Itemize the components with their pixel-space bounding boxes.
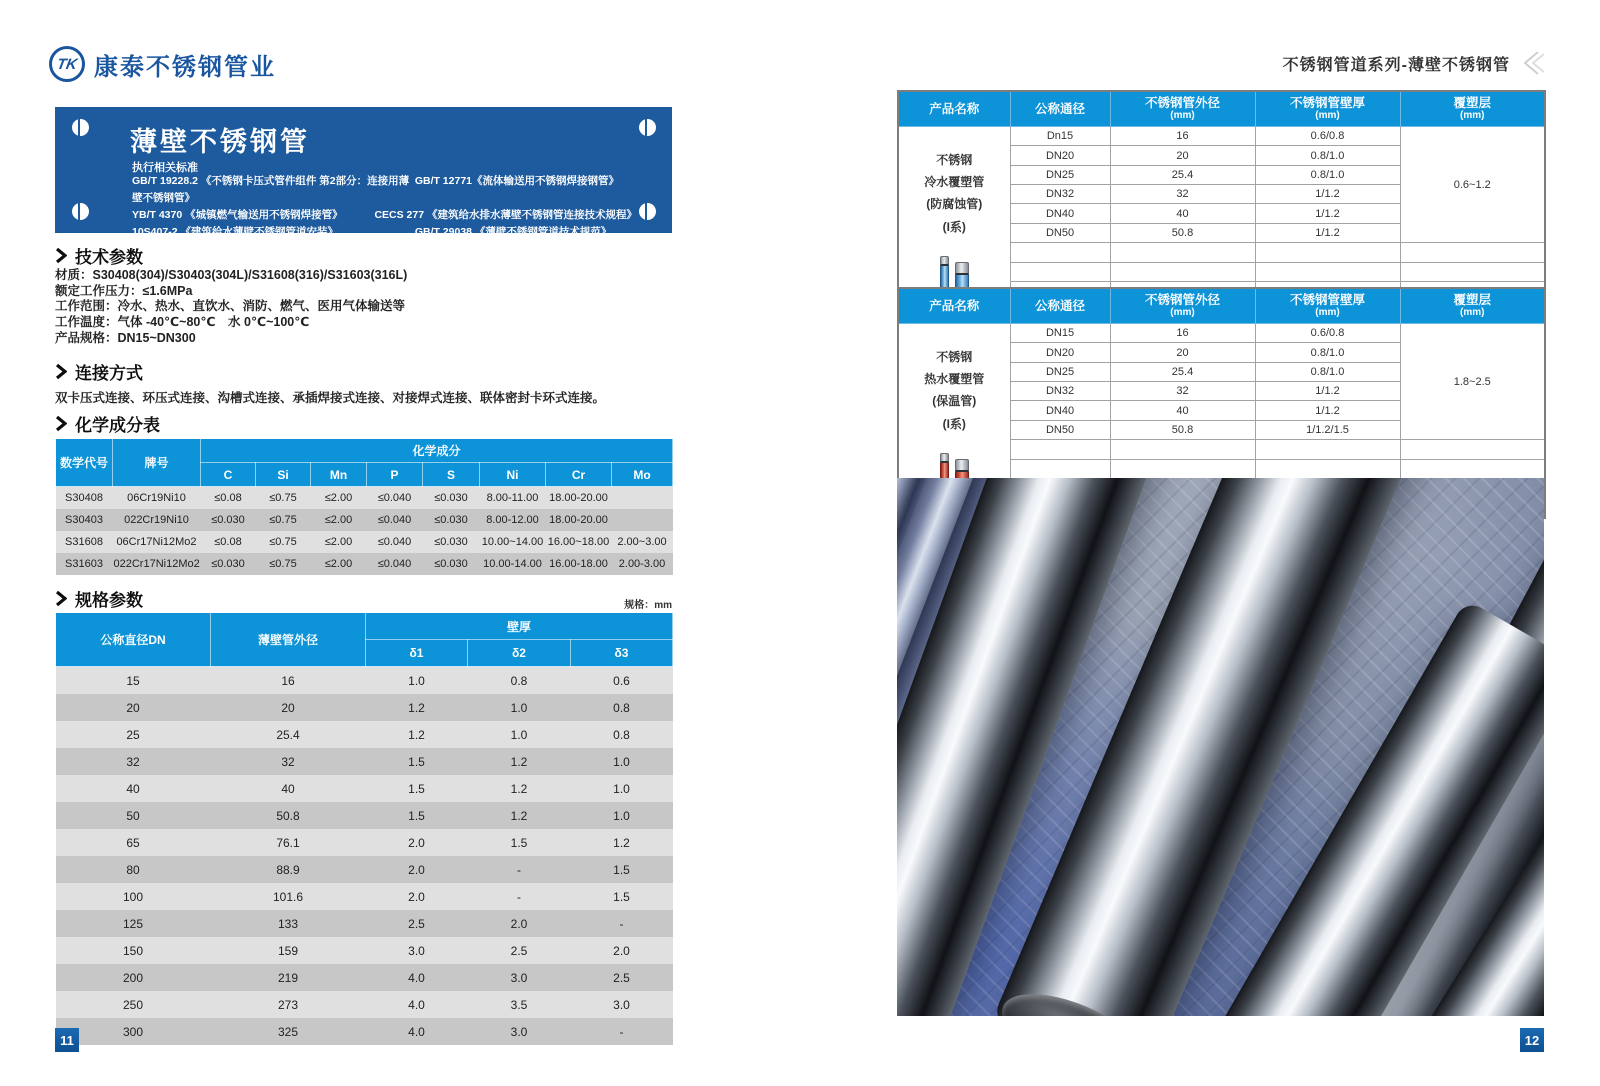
series-title: 不锈钢管道系列-薄壁不锈钢管 [1282, 56, 1510, 74]
chem-cell: S31603 [56, 553, 113, 575]
spec-cell: 125 [56, 910, 211, 937]
chem-cell: 18.00-20.00 [546, 487, 612, 510]
spec-cell: 1.5 [571, 856, 673, 883]
tech-line: 材质：S30408(304)/S30403(304L)/S31608(316)/S31603(316L) [55, 268, 408, 282]
chem-header-element: P [367, 463, 423, 487]
empty-cell [1110, 440, 1255, 459]
chem-cell: ≤0.75 [256, 553, 311, 575]
standard-item: GB/T 12771《流体输送用不锈钢焊接钢管》 [414, 175, 620, 187]
pipe-cap [955, 459, 969, 472]
spec-table-row [56, 667, 673, 695]
product-header-cell: 公称通径 [1010, 91, 1110, 127]
product-cell: DN32 [1010, 382, 1110, 401]
tech-line: 额定工作压力：≤1.6MPa [55, 283, 193, 298]
product-header-unit: (mm) [1315, 110, 1340, 122]
spec-cell: 32 [211, 748, 366, 775]
spec-table-row [56, 694, 673, 721]
spec-cell: 20 [211, 694, 366, 721]
chem-cell: ≤0.030 [423, 509, 480, 531]
spec-cell: 1.5 [571, 883, 673, 910]
product-cell: DN50 [1010, 223, 1110, 242]
product-cell: 1/1.2 [1255, 382, 1400, 401]
product-name-line: 不锈钢 [936, 350, 973, 364]
product-cell: Dn15 [1010, 127, 1110, 146]
empty-cell [1010, 459, 1110, 478]
spec-heading-row [55, 586, 672, 611]
empty-cell [1255, 459, 1400, 478]
spec-cell: 2.5 [468, 937, 571, 964]
tech-line: 工作范围：冷水、热水、直饮水、消防、燃气、医用气体输送等 [55, 299, 406, 314]
product-cell: 25.4 [1110, 362, 1255, 381]
company-name: 康泰不锈钢管业 [94, 53, 276, 81]
chem-cell: 8.00-12.00 [480, 509, 546, 531]
product-cell: 0.8/1.0 [1255, 165, 1400, 184]
spec-table-row [56, 964, 673, 991]
spec-cell: 1.0 [571, 775, 673, 802]
spec-cell: 1.5 [366, 802, 468, 829]
spec-cell: 40 [211, 775, 366, 802]
chem-cell: 10.00~14.00 [480, 531, 546, 553]
chemical-table-row [56, 531, 673, 553]
product-header-cell: 不锈钢管外径 (mm) [1110, 288, 1255, 324]
spec-cell: 1.5 [468, 829, 571, 856]
spec-unit-note: 规格：mm [624, 600, 672, 611]
chem-cell: ≤0.040 [367, 531, 423, 553]
spec-header-wall-group: 壁厚 [366, 613, 673, 640]
product-cell: 1/1.2 [1255, 223, 1400, 242]
chemical-table-row [56, 509, 673, 531]
spec-cell: 32 [56, 748, 211, 775]
chem-header-code: 数学代号 [56, 439, 113, 487]
product-cell: 1/1.2 [1255, 204, 1400, 223]
spec-cell: 273 [211, 991, 366, 1018]
spec-header-delta: δ2 [468, 640, 571, 667]
spec-cell: 250 [56, 991, 211, 1018]
chem-cell: S30408 [56, 487, 113, 510]
double-chevron-icon [1518, 50, 1544, 76]
spec-cell: 1.2 [468, 748, 571, 775]
chem-cell: ≤0.030 [423, 487, 480, 510]
product-cell: 32 [1110, 382, 1255, 401]
product-cell: 20 [1110, 343, 1255, 362]
spec-cell: 0.8 [571, 694, 673, 721]
spec-cell: 1.2 [366, 694, 468, 721]
product-header-row [898, 288, 1545, 324]
spec-cell: 101.6 [211, 883, 366, 910]
section-heading-connection [55, 359, 143, 384]
spec-cell: 1.0 [571, 748, 673, 775]
split-circle-icon [639, 203, 656, 220]
product-cell: 16 [1110, 324, 1255, 343]
chemical-table-body [56, 487, 673, 576]
spec-table-row [56, 775, 673, 802]
product-cell: 0.6/0.8 [1255, 324, 1400, 343]
tech-line: 产品规格：DN15~DN300 [55, 330, 196, 345]
split-circle-icon [639, 119, 656, 136]
chem-cell: 022Cr19Ni10 [113, 509, 201, 531]
standard-item: GB/T 19228.2 《不锈钢卡压式管件组件 第2部分：连接用薄壁不锈钢管》 [132, 175, 410, 204]
product-cell: 1/1.2 [1255, 185, 1400, 204]
split-circle-icon [72, 119, 89, 136]
chem-cell: ≤0.030 [201, 509, 256, 531]
left-page [55, 0, 672, 1086]
empty-cell [1255, 262, 1400, 281]
chem-header-element: Si [256, 463, 311, 487]
product-cell: DN50 [1010, 420, 1110, 439]
chem-cell: S31608 [56, 531, 113, 553]
spec-cell: 40 [56, 775, 211, 802]
product-cell: DN32 [1010, 185, 1110, 204]
chem-cell [612, 487, 673, 510]
spec-cell: 150 [56, 937, 211, 964]
standard-item: CECS 277 《建筑给水排水薄壁不锈钢管连接技术规程》 [374, 209, 637, 221]
product-cell: 0.6/0.8 [1255, 127, 1400, 146]
empty-cell [1255, 440, 1400, 459]
product-name-line: (防腐蚀管) [926, 197, 983, 212]
spec-cell: 2.0 [366, 829, 468, 856]
tech-parameters [55, 268, 407, 347]
product-header-cell: 不锈钢管壁厚 (mm) [1255, 288, 1400, 324]
section-chevron-icon [55, 363, 67, 380]
product-cell: 50.8 [1110, 223, 1255, 242]
spec-cell: 133 [211, 910, 366, 937]
spec-cell: 159 [211, 937, 366, 964]
chem-cell: ≤2.00 [311, 553, 367, 575]
chem-header-group: 化学成分 [201, 439, 673, 463]
spec-cell: 3.0 [366, 937, 468, 964]
spec-header-od: 薄壁管外径 [211, 613, 366, 667]
section-title: 化学成分表 [75, 416, 160, 435]
product-table-row [898, 324, 1545, 343]
spec-table-body [56, 667, 673, 1046]
product-header-unit: (mm) [1460, 307, 1485, 319]
spec-header-dn: 公称直径DN [56, 613, 211, 667]
empty-cell [1400, 262, 1545, 281]
chem-cell: ≤2.00 [311, 509, 367, 531]
chem-header-element: Mo [612, 463, 673, 487]
spec-table-row [56, 721, 673, 748]
standard-item: YB/T 4370 《城镇燃气输送用不锈钢焊接管》 [132, 209, 343, 221]
chem-header-element: Cr [546, 463, 612, 487]
product-name-line: (I系) [942, 416, 966, 431]
product-name-line: 不锈钢 [936, 153, 973, 167]
right-page-header [1283, 50, 1544, 76]
chemical-table-row [56, 487, 673, 510]
product-name-text [901, 346, 1008, 435]
product-header-cell: 覆塑层 (mm) [1400, 288, 1545, 324]
section-title: 连接方式 [75, 364, 143, 383]
chem-cell: S30403 [56, 509, 113, 531]
spec-table-row [56, 910, 673, 937]
empty-cell [1255, 243, 1400, 262]
chem-cell: 8.00-11.00 [480, 487, 546, 510]
spec-header-delta: δ1 [366, 640, 468, 667]
spec-cell: 16 [211, 667, 366, 695]
spec-table-row [56, 748, 673, 775]
product-cell: 1/1.2/1.5 [1255, 420, 1400, 439]
chem-cell: ≤0.75 [256, 509, 311, 531]
product-cell: 32 [1110, 185, 1255, 204]
right-page [897, 0, 1544, 1086]
standards-list [132, 173, 637, 241]
section-heading-spec [55, 586, 143, 611]
product-header-unit: (mm) [1170, 307, 1195, 319]
spec-cell: 1.0 [468, 694, 571, 721]
product-cell: 40 [1110, 204, 1255, 223]
product-name-line: (I系) [942, 219, 966, 234]
specification-table [55, 612, 673, 1045]
product-header-unit: (mm) [1170, 110, 1195, 122]
chem-cell: 2.00-3.00 [612, 553, 673, 575]
spec-cell: - [571, 910, 673, 937]
logo-tk-icon [49, 46, 85, 82]
spec-cell: 300 [56, 1018, 211, 1045]
spec-cell: 3.0 [571, 991, 673, 1018]
product-cell: 0.8/1.0 [1255, 146, 1400, 165]
section-heading-tech [55, 243, 143, 268]
section-chevron-icon [55, 415, 67, 432]
chem-cell: 2.00~3.00 [612, 531, 673, 553]
empty-cell [1400, 243, 1545, 262]
spec-cell: 2.0 [468, 910, 571, 937]
standard-item: GB/T 29038 《薄壁不锈钢管道技术规范》 [414, 226, 612, 238]
spec-table-row [56, 802, 673, 829]
empty-cell [1400, 440, 1545, 459]
chem-header-element: S [423, 463, 480, 487]
pipe-cap [955, 262, 969, 275]
spec-cell: 2.5 [571, 964, 673, 991]
chem-header-grade: 牌号 [113, 439, 201, 487]
spec-cell: 4.0 [366, 991, 468, 1018]
product-table-head [898, 91, 1545, 127]
empty-cell [1010, 440, 1110, 459]
spec-cell: 325 [211, 1018, 366, 1045]
section-chevron-icon [55, 590, 67, 607]
product-header-cell: 不锈钢管壁厚 (mm) [1255, 91, 1400, 127]
product-header-cell: 公称通径 [1010, 288, 1110, 324]
spec-cell: 4.0 [366, 964, 468, 991]
chem-cell: 10.00-14.00 [480, 553, 546, 575]
standard-item: 10S407-2 《建筑给水薄壁不锈钢管道安装》 [132, 226, 338, 238]
brand-logo [49, 46, 276, 82]
chem-cell: 06Cr17Ni12Mo2 [113, 531, 201, 553]
spec-cell: 1.2 [468, 802, 571, 829]
spec-cell: 3.0 [468, 964, 571, 991]
product-name-line: (保温管) [932, 394, 977, 409]
chem-header-element: Ni [480, 463, 546, 487]
section-title: 技术参数 [75, 248, 143, 267]
product-cell: DN40 [1010, 401, 1110, 420]
spec-table-row [56, 1018, 673, 1045]
spec-cell: 2.0 [366, 856, 468, 883]
spec-cell: 1.2 [571, 829, 673, 856]
chem-cell: ≤0.030 [423, 531, 480, 553]
spec-cell: 0.8 [571, 721, 673, 748]
product-cell: 0.8/1.0 [1255, 362, 1400, 381]
spec-cell: 100 [56, 883, 211, 910]
chem-header-element: C [201, 463, 256, 487]
chem-cell: ≤2.00 [311, 487, 367, 510]
pipe-cap [940, 256, 949, 266]
tech-line: 工作温度：气体 -40℃~80℃ 水 0℃~100℃ [55, 315, 310, 330]
spec-cell: 1.5 [366, 775, 468, 802]
empty-cell [1400, 459, 1545, 478]
product-header-cell: 覆塑层 (mm) [1400, 91, 1545, 127]
chem-cell: ≤0.08 [201, 487, 256, 510]
spec-cell: 1.0 [366, 667, 468, 695]
spec-cell: 88.9 [211, 856, 366, 883]
spec-cell: 200 [56, 964, 211, 991]
chem-cell: ≤0.75 [256, 487, 311, 510]
spec-cell: 1.0 [468, 721, 571, 748]
chemical-composition-table [55, 438, 673, 575]
spec-cell: 1.0 [571, 802, 673, 829]
spec-cell: 76.1 [211, 829, 366, 856]
spec-cell: 1.2 [366, 721, 468, 748]
chem-header-element: Mn [311, 463, 367, 487]
product-name-line: 热水覆塑管 [924, 372, 985, 387]
product-name-line: 冷水覆塑管 [924, 175, 985, 190]
spec-cell: - [468, 883, 571, 910]
chem-cell [612, 509, 673, 531]
title-banner [55, 107, 672, 238]
product-cell: 25.4 [1110, 165, 1255, 184]
chem-cell: ≤0.040 [367, 553, 423, 575]
product-header-cell: 产品名称 [898, 91, 1010, 127]
product-table-row [898, 127, 1545, 146]
product-cell: DN15 [1010, 324, 1110, 343]
spec-cell: 0.8 [468, 667, 571, 695]
product-header-cell: 不锈钢管外径 (mm) [1110, 91, 1255, 127]
spec-cell: 3.0 [468, 1018, 571, 1045]
spec-table-row [56, 856, 673, 883]
standards-row [132, 173, 637, 207]
split-circle-icon [72, 203, 89, 220]
spec-table-row [56, 937, 673, 964]
chem-cell: ≤0.040 [367, 509, 423, 531]
product-cell: 1/1.2 [1255, 401, 1400, 420]
page-title: 薄壁不锈钢管 [130, 127, 310, 157]
product-header-cell: 产品名称 [898, 288, 1010, 324]
section-title: 规格参数 [75, 591, 143, 610]
spec-cell: 1.2 [468, 775, 571, 802]
section-chevron-icon [55, 247, 67, 264]
logo-icon-text: TK [55, 55, 79, 73]
chem-cell: ≤0.75 [256, 531, 311, 553]
spec-cell: 25 [56, 721, 211, 748]
chem-cell: ≤0.040 [367, 487, 423, 510]
coating-value-cell: 0.6~1.2 [1400, 127, 1545, 243]
connection-text: 双卡压式连接、环压式连接、沟槽式连接、承插焊接式连接、对接焊式连接、联体密封卡环式连接。 [55, 391, 606, 405]
standards-row [132, 207, 637, 224]
spec-cell: 80 [56, 856, 211, 883]
product-name-text [901, 149, 1008, 238]
product-cell: DN40 [1010, 204, 1110, 223]
product-cell: 16 [1110, 127, 1255, 146]
chem-cell: ≤0.08 [201, 531, 256, 553]
empty-cell [1010, 243, 1110, 262]
empty-cell [1110, 459, 1255, 478]
spec-cell: 219 [211, 964, 366, 991]
spec-cell: 20 [56, 694, 211, 721]
product-cell: 50.8 [1110, 420, 1255, 439]
spec-table-row [56, 991, 673, 1018]
product-cell: 20 [1110, 146, 1255, 165]
product-table-head [898, 288, 1545, 324]
spec-cell: 0.6 [571, 667, 673, 695]
page-number-left: 11 [55, 1028, 79, 1052]
coating-value-cell: 1.8~2.5 [1400, 324, 1545, 440]
product-cell: DN20 [1010, 343, 1110, 362]
chem-cell: 18.00-20.00 [546, 509, 612, 531]
chem-cell: 16.00-18.00 [546, 553, 612, 575]
product-cell: 40 [1110, 401, 1255, 420]
product-photo [897, 478, 1544, 1016]
spec-cell: 1.5 [366, 748, 468, 775]
product-cell: DN25 [1010, 362, 1110, 381]
chem-cell: 16.00~18.00 [546, 531, 612, 553]
chem-cell: ≤0.030 [201, 553, 256, 575]
spec-cell: 4.0 [366, 1018, 468, 1045]
standards-caption: 执行相关标准 [132, 162, 198, 174]
spec-cell: 15 [56, 667, 211, 695]
pipe-cap [940, 453, 949, 463]
empty-cell [1110, 243, 1255, 262]
empty-cell [1110, 262, 1255, 281]
product-header-unit: (mm) [1460, 110, 1485, 122]
spec-cell: 2.0 [571, 937, 673, 964]
product-header-unit: (mm) [1315, 307, 1340, 319]
spec-cell: 2.0 [366, 883, 468, 910]
chemical-table-row [56, 553, 673, 575]
spec-cell: 3.5 [468, 991, 571, 1018]
empty-cell [1010, 262, 1110, 281]
spec-table-row [56, 883, 673, 910]
page-number-right: 12 [1520, 1028, 1544, 1052]
spec-cell: 50 [56, 802, 211, 829]
spec-cell: - [571, 1018, 673, 1045]
spec-cell: 65 [56, 829, 211, 856]
spec-cell: 25.4 [211, 721, 366, 748]
spec-table-row [56, 829, 673, 856]
section-heading-chemical [55, 411, 160, 436]
product-cell: 0.8/1.0 [1255, 343, 1400, 362]
product-cell: DN20 [1010, 146, 1110, 165]
spec-cell: 2.5 [366, 910, 468, 937]
chem-cell: 022Cr17Ni12Mo2 [113, 553, 201, 575]
standards-row [132, 224, 637, 241]
chem-cell: 06Cr19Ni10 [113, 487, 201, 510]
chem-cell: ≤2.00 [311, 531, 367, 553]
spec-header-delta: δ3 [571, 640, 673, 667]
spec-cell: - [468, 856, 571, 883]
product-header-row [898, 91, 1545, 127]
spec-cell: 50.8 [211, 802, 366, 829]
chem-cell: ≤0.030 [423, 553, 480, 575]
product-cell: DN25 [1010, 165, 1110, 184]
